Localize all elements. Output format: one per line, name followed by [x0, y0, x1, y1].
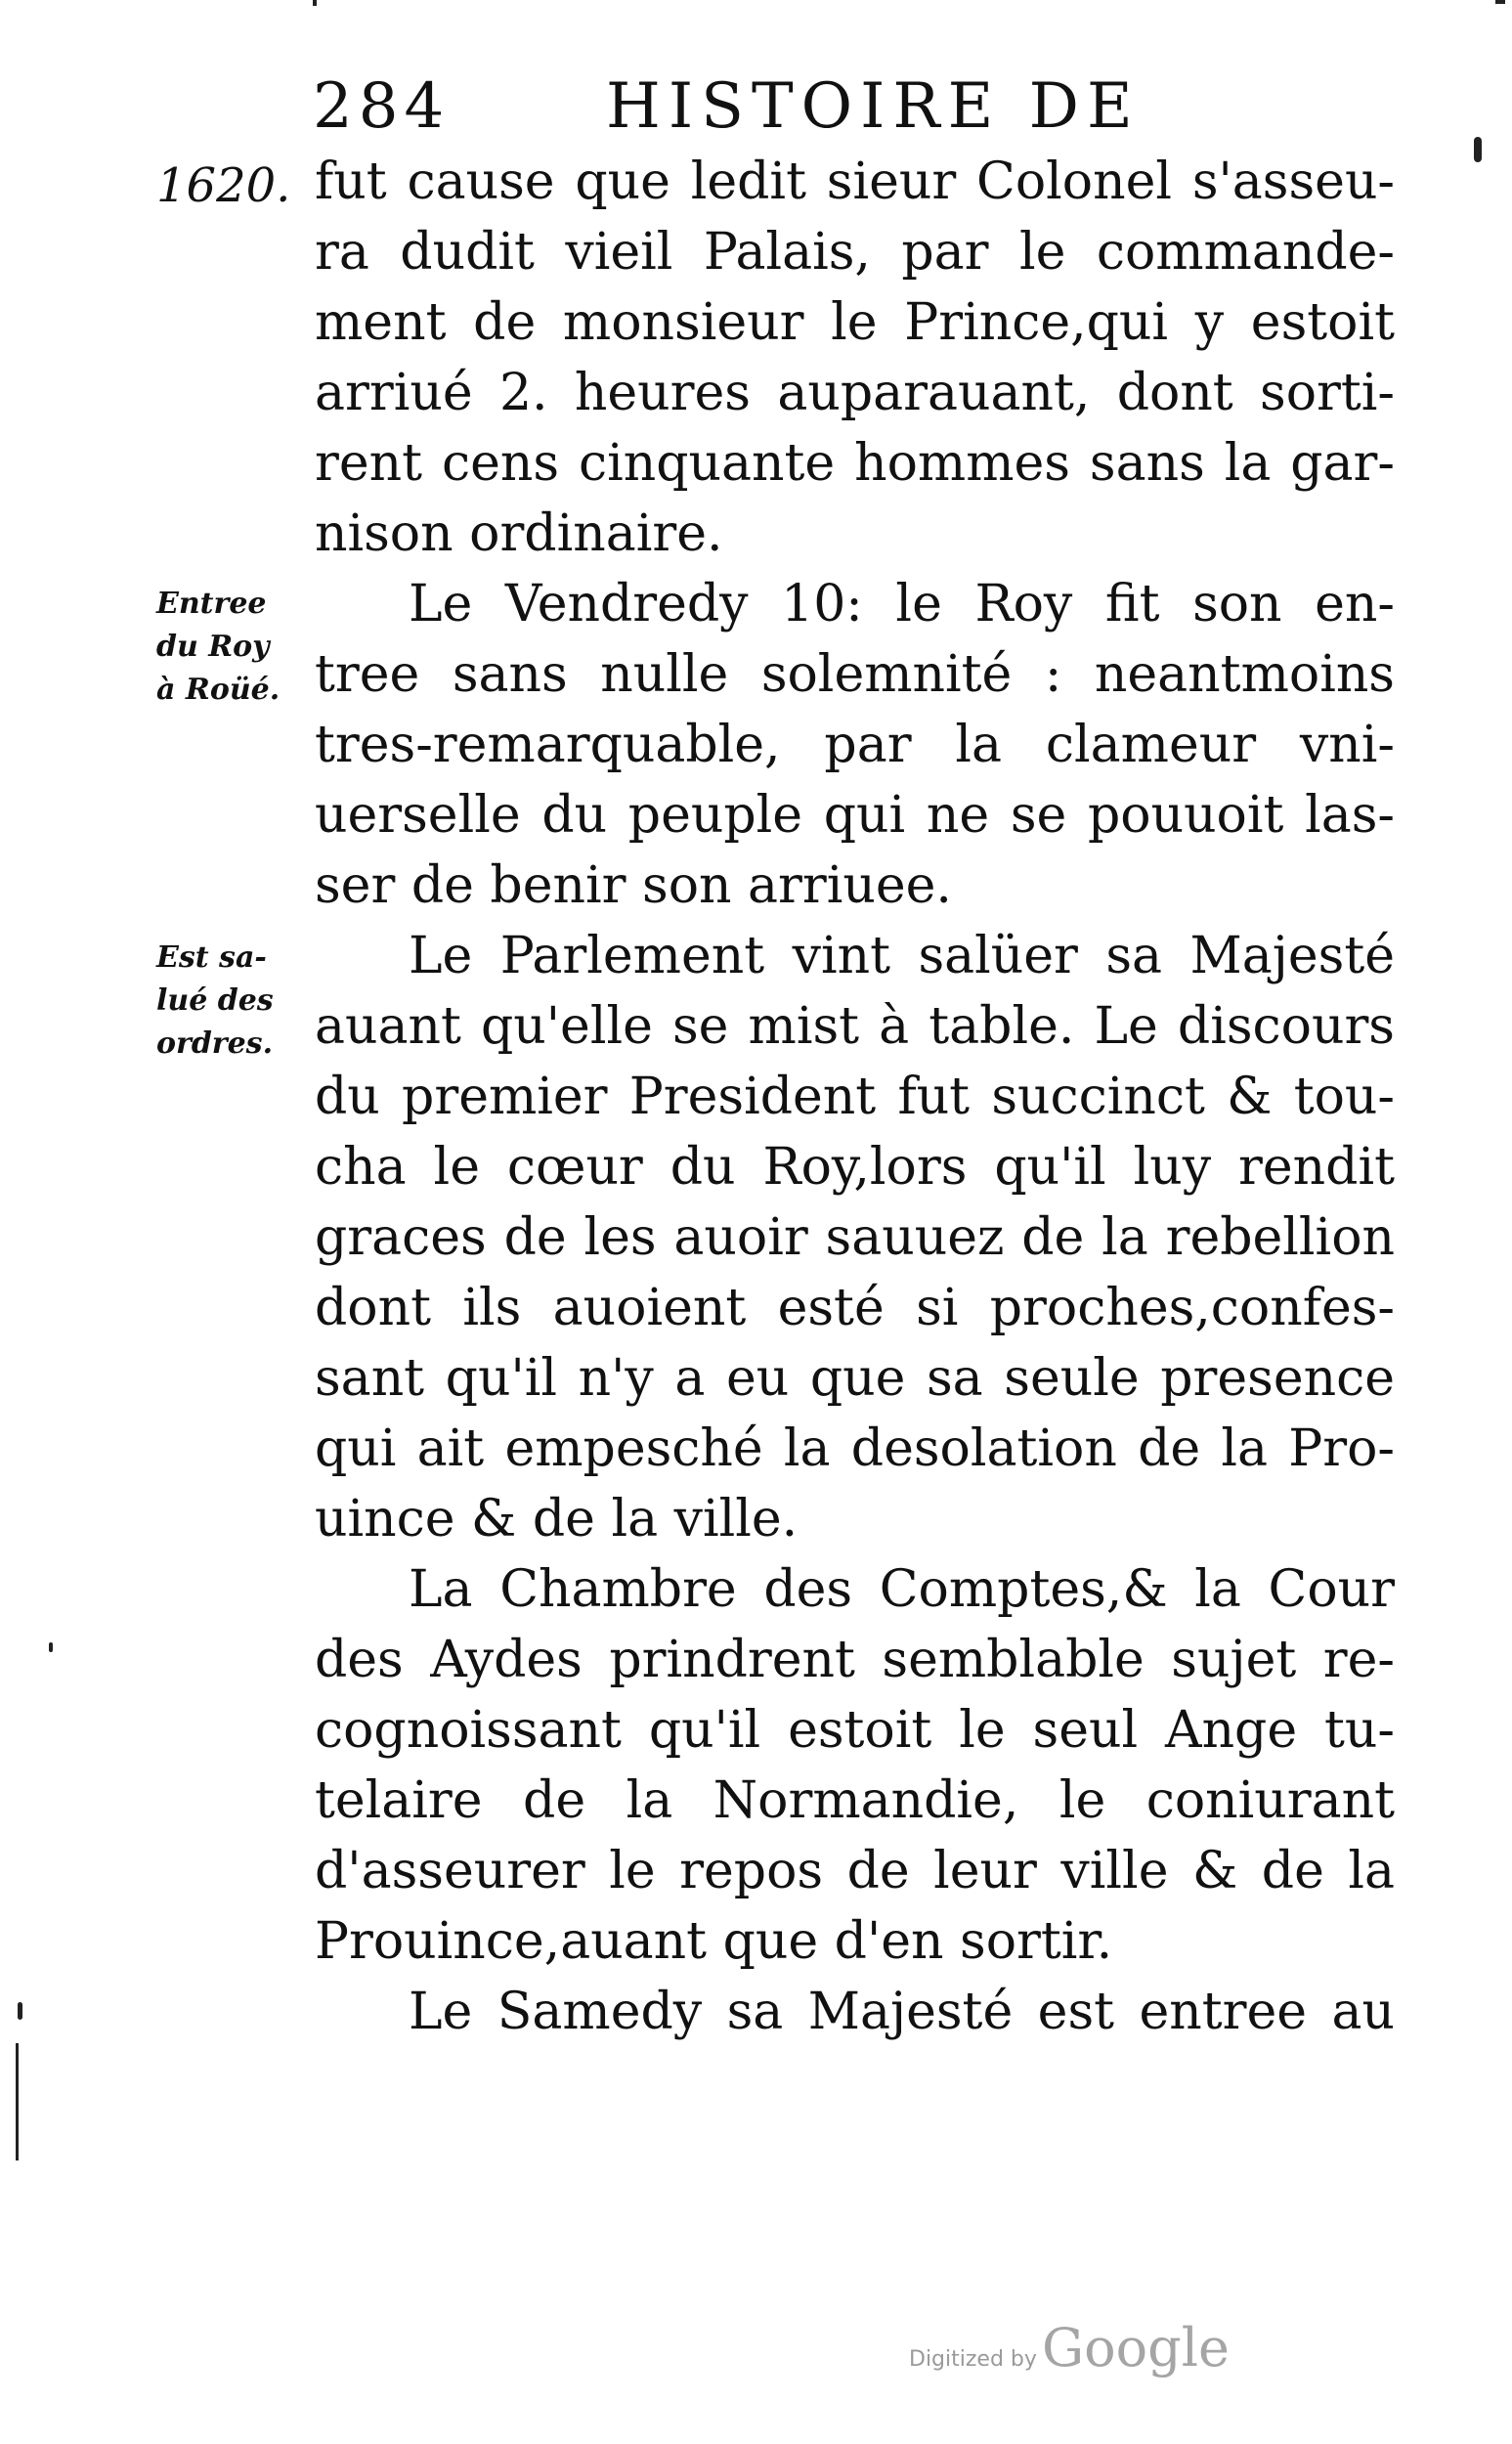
watermark-brand: Google — [1042, 2317, 1230, 2379]
margin-note-salue — [156, 937, 313, 1066]
running-title: HISTOIRE DE — [606, 70, 1141, 143]
margin-note-line: Entree — [156, 587, 267, 621]
text-line: Le Parlement vint salüer sa Majesté — [409, 927, 1395, 985]
margin-note-line: du Roy — [156, 630, 270, 664]
text-line: La Chambre des Comptes,& la Cour — [409, 1560, 1395, 1619]
text-line: ser de benir son arriuee. — [315, 856, 952, 915]
scan-speck — [1495, 0, 1505, 4]
text-line: tree sans nulle solemnité : neantmoins — [315, 645, 1395, 704]
scan-edge-line — [16, 2043, 19, 2160]
scan-speck — [49, 1642, 53, 1652]
text-line: ra dudit vieil Palais, par le commande- — [315, 223, 1395, 282]
text-line: sant qu'il n'y a eu que sa seule presence — [315, 1349, 1395, 1408]
text-line: des Aydes prindrent semblable sujet re- — [315, 1631, 1395, 1689]
text-line: dont ils auoient esté si proches,confes- — [315, 1279, 1395, 1337]
text-line: auant qu'elle se mist à table. Le discours — [315, 997, 1395, 1056]
text-line: cognoissant qu'il estoit le seul Ange tu- — [315, 1701, 1395, 1760]
text-line: du premier President fut succinct & tou- — [315, 1068, 1395, 1126]
text-line: rent cens cinquante hommes sans la gar- — [315, 434, 1395, 493]
margin-year: 1620. — [156, 158, 291, 213]
text-line: Le Vendredy 10: le Roy fit son en- — [409, 575, 1395, 633]
scan-speck — [1474, 137, 1482, 162]
text-line: cha le cœur du Roy,lors qu'il luy rendit — [315, 1138, 1395, 1197]
margin-note-entree — [156, 583, 313, 712]
watermark-prefix: Digitized by — [909, 2347, 1037, 2372]
text-line: qui ait empesché la desolation de la Pro- — [315, 1419, 1395, 1478]
text-line: graces de les auoir sauuez de la rebellion — [315, 1208, 1395, 1267]
page-number: 284 — [313, 70, 451, 143]
running-header — [313, 70, 1231, 158]
text-line: Prouince,auant que d'en sortir. — [315, 1912, 1113, 1971]
margin-note-line: ordres. — [156, 1026, 274, 1061]
text-line: nison ordinaire. — [315, 504, 723, 563]
scan-speck — [18, 2002, 22, 2020]
text-line: Le Samedy sa Majesté est entree au — [409, 1983, 1395, 2041]
text-line: ment de monsieur le Prince,qui y estoit — [315, 293, 1395, 352]
digitized-watermark — [909, 2317, 1230, 2379]
margin-note-line: à Roüé. — [156, 673, 281, 707]
text-line: telaire de la Normandie, le coniurant — [315, 1771, 1395, 1830]
text-line: d'asseurer le repos de leur ville & de la — [315, 1842, 1395, 1900]
text-line: fut cause que ledit sieur Colonel s'asseu- — [315, 153, 1395, 211]
scan-speck — [313, 0, 317, 6]
margin-note-line: Est sa- — [156, 940, 267, 975]
body-text — [315, 147, 1395, 2047]
text-line: uerselle du peuple qui ne se pouuoit las- — [315, 786, 1395, 845]
margin-note-line: lué des — [156, 983, 274, 1018]
text-line: tres-remarquable, par la clameur vni- — [315, 716, 1395, 774]
text-line: uince & de la ville. — [315, 1490, 799, 1549]
text-line: arriué 2. heures auparauant, dont sorti- — [315, 364, 1395, 422]
